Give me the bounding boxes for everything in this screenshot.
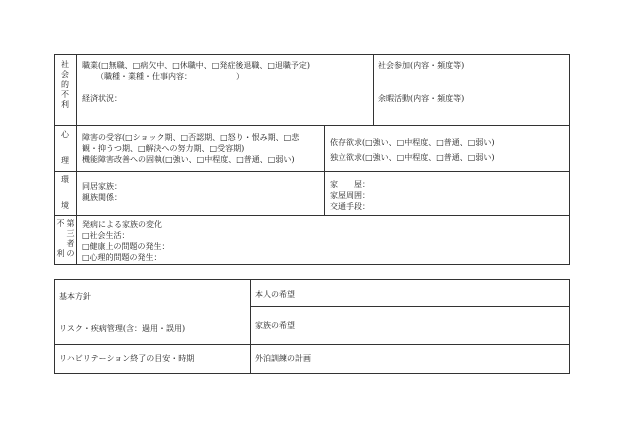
leisure-activity: 余暇活動(内容・頻度等) xyxy=(378,94,465,103)
label-column-divider xyxy=(76,54,77,265)
row-divider xyxy=(54,171,570,172)
transport: 交通手段： xyxy=(330,202,370,211)
psych-label-top: 心 xyxy=(61,130,69,139)
acceptance-line1: 障害の受容(□ショック期、□否認期、□怒り・恨み期、□悲 xyxy=(82,133,300,142)
employment-line1: 職業(□無職、□病欠中、□休職中、□発症後退職、□退職予定) xyxy=(82,61,311,70)
third-party-label-left: 不 利 xyxy=(56,219,65,258)
row-divider xyxy=(54,215,570,216)
employment-line2: （職種・業種・仕事内容： ） xyxy=(96,72,244,81)
house-surroundings: 家屋周囲： xyxy=(330,191,370,200)
row-divider xyxy=(54,125,570,126)
environment-label-top: 環 xyxy=(61,175,69,184)
social-label: 社 会 的 不 利 xyxy=(61,60,69,109)
plan-column-divider xyxy=(250,279,251,374)
family-change-title: 発病による家族の変化 xyxy=(82,220,162,229)
cohabiting-family: 同居家族： xyxy=(82,182,122,191)
improvement-fixation: 機能障害改善への固執(□強い、□中程度、□普通、□弱い) xyxy=(82,155,295,164)
psych-label-bottom: 理 xyxy=(61,156,69,165)
patient-wish: 本人の希望 xyxy=(255,290,295,299)
column-divider xyxy=(373,54,374,125)
plan-row-divider xyxy=(54,344,570,345)
social-life-item: □社会生活： xyxy=(82,231,130,240)
environment-label-bottom: 境 xyxy=(61,201,69,210)
relatives-relations: 親族関係： xyxy=(82,193,122,202)
column-divider xyxy=(324,125,325,215)
psych-problem-item: □心理的問題の発生： xyxy=(82,253,162,262)
economic-status: 経済状況： xyxy=(82,94,122,103)
acceptance-line2: 観・抑うつ期、□解決への努力期、□受容期) xyxy=(82,144,245,153)
rehab-end-goal: リハビリテーション終了の目安・時期 xyxy=(59,354,195,363)
outing-training-plan: 外泊訓練の計画 xyxy=(255,354,311,363)
social-participation: 社会参加(内容・頻度等) xyxy=(378,61,465,70)
house: 家 屋： xyxy=(330,180,370,189)
independence-desire: 独立欲求(□強い、□中程度、□普通、□弱い) xyxy=(330,153,495,162)
dependence-desire: 依存欲求(□強い、□中程度、□普通、□弱い) xyxy=(330,138,495,147)
family-wish: 家族の希望 xyxy=(255,321,295,330)
plan-row-divider-right xyxy=(250,306,570,307)
basic-policy: 基本方針 xyxy=(59,292,91,301)
health-problem-item: □健康上の問題の発生： xyxy=(82,242,170,251)
third-party-label-right: 第 三 者 の xyxy=(66,219,75,258)
risk-management: リスク・疾病管理(含：過用・誤用) xyxy=(59,324,186,333)
